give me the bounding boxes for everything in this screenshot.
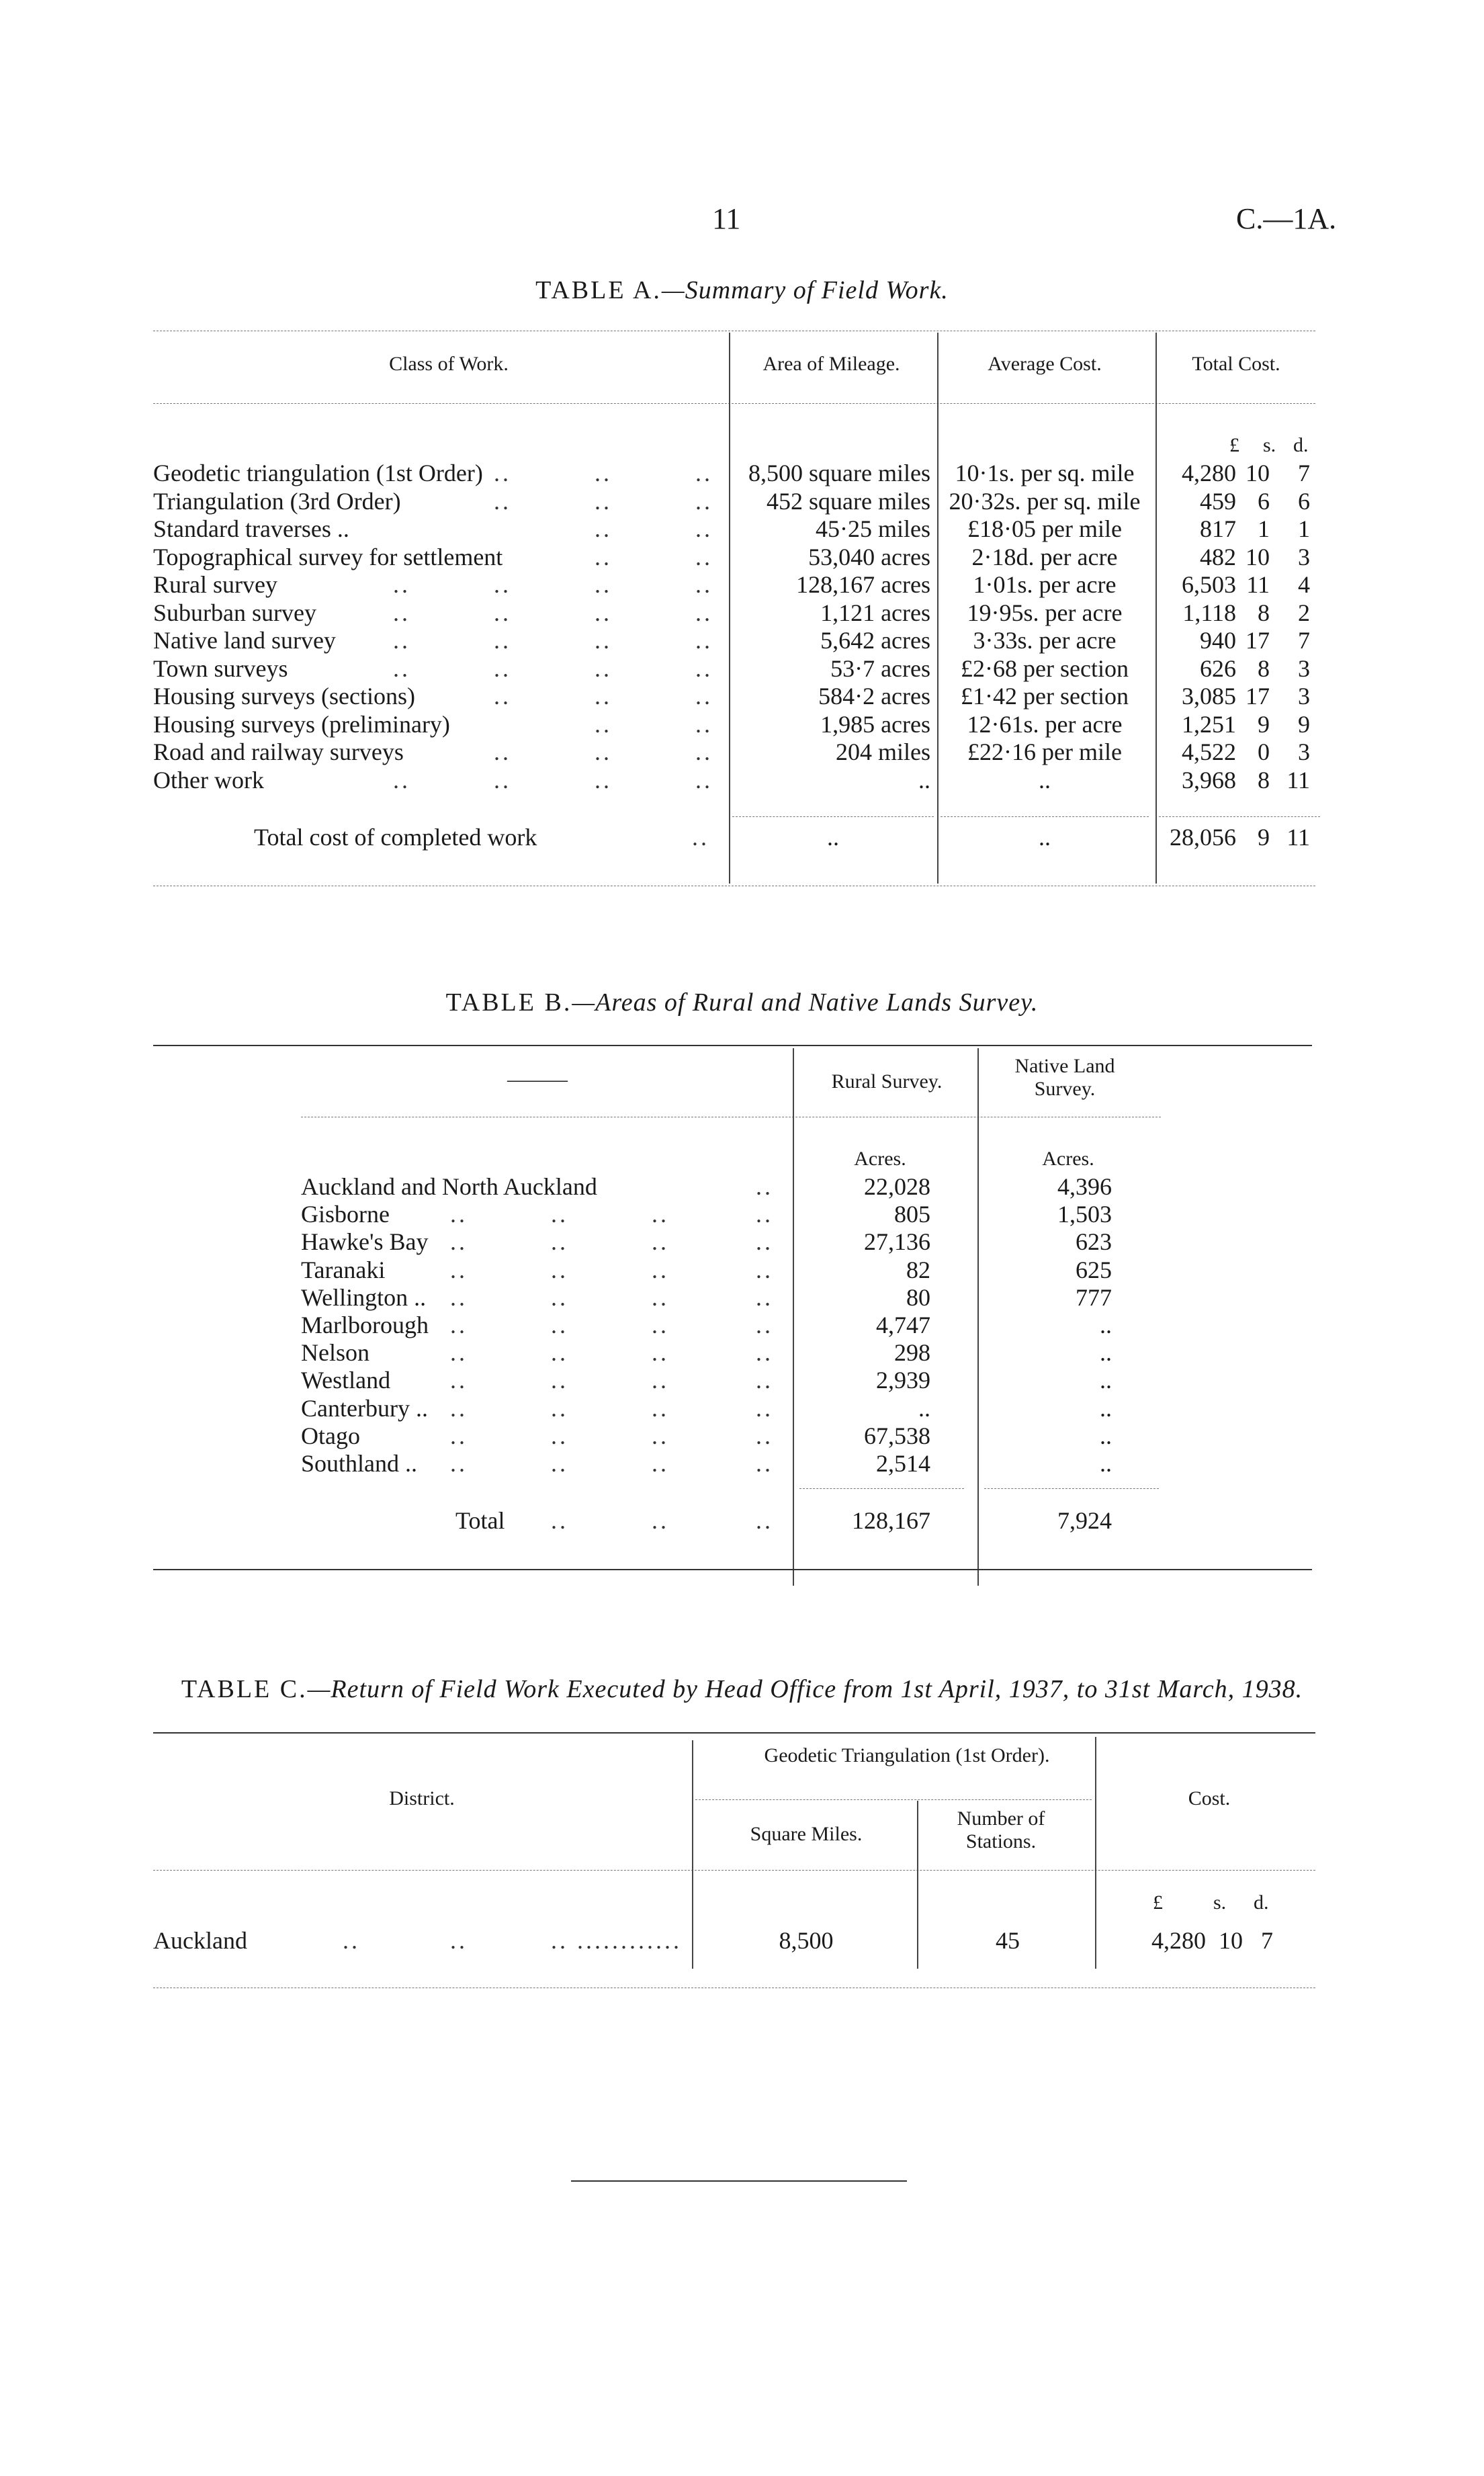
table-c-unit-shillings: s. — [1213, 1891, 1227, 1914]
table-a-pounds: 3,085 — [1182, 683, 1236, 710]
table-a-pounds: 626 — [1200, 654, 1236, 682]
table-b-native: .. — [1100, 1450, 1112, 1477]
table-a-avg: 1·01s. per acre — [973, 571, 1117, 598]
table-a-row: Native land survey 5,642 acres 3·33s. per acre 940 17 7 .. .. .. .. — [153, 627, 1310, 654]
table-b-header-native: Native Land Survey. — [1014, 1055, 1115, 1100]
table-b-native: .. — [1100, 1367, 1112, 1394]
table-c-header-stations: Number of Stations. — [957, 1807, 1045, 1852]
table-b-district: Taranaki — [301, 1256, 386, 1283]
table-a-row: Rural survey 128,167 acres 1·01s. per acre 6,503 11 4 .. .. .. .. — [153, 571, 1310, 598]
table-a-pence: 7 — [1298, 460, 1310, 486]
table-a-pounds: 6,503 — [1182, 571, 1236, 598]
table-a-avg: £2·68 per section — [961, 654, 1129, 682]
table-a-pence: 3 — [1298, 683, 1310, 710]
table-c-header-district: District. — [389, 1787, 455, 1809]
table-a-shillings: 8 — [1258, 654, 1270, 682]
table-a-pence: 4 — [1298, 571, 1310, 598]
table-a-shillings: 6 — [1258, 487, 1270, 515]
table-a-shillings: 8 — [1258, 766, 1270, 794]
table-a-total-pence: 11 — [1286, 824, 1310, 851]
table-a-label: TABLE A. — [535, 276, 662, 304]
report-code: C.—1A. — [1236, 202, 1337, 235]
table-a-total-label: Total cost of completed work — [254, 824, 537, 851]
table-b-native: 4,396 — [1057, 1173, 1112, 1200]
table-b-rural: 22,028 — [864, 1173, 930, 1200]
table-a-avg: £22·16 per mile — [967, 738, 1122, 765]
table-a-pence: 3 — [1298, 654, 1310, 682]
table-b-native: .. — [1100, 1422, 1112, 1449]
table-a-pounds: 940 — [1200, 627, 1236, 654]
table-c-square-miles: 8,500 — [779, 1927, 834, 1954]
table-a-class: Other work — [153, 766, 264, 794]
table-a-avg: £18·05 per mile — [967, 515, 1122, 542]
table-a-total-shillings: 9 — [1258, 824, 1270, 851]
table-a-class: Standard traverses .. — [153, 515, 349, 542]
table-b-district: Auckland and North Auckland — [301, 1173, 597, 1200]
table-b-rural: 4,747 — [876, 1312, 930, 1338]
table-c-header-square-miles: Square Miles. — [750, 1823, 863, 1845]
table-a-row: Other work .. .. 3,968 8 11 .. .. .. .. — [153, 766, 1310, 794]
table-a-header-class: Class of Work. — [389, 353, 509, 375]
table-a-caption — [0, 275, 1484, 305]
table-a-area: 204 miles — [836, 738, 930, 765]
table-b-row: Southland .. .. .. .. .. 2,514 .. — [301, 1450, 1112, 1477]
table-c-shillings: 10 — [1219, 1927, 1243, 1954]
table-b-rural: 2,514 — [876, 1450, 930, 1477]
table-a-header-avg: Average Cost. — [988, 353, 1102, 375]
table-b-native: .. — [1100, 1339, 1112, 1367]
table-b-row: Marlborough .. .. .. .. 4,747 .. — [301, 1312, 1112, 1338]
table-b-row: Auckland and North Auckland .. 22,028 4,396 — [301, 1173, 1112, 1200]
table-c-pounds: 4,280 — [1151, 1927, 1206, 1954]
table-a-unit-pounds: £ — [1229, 434, 1239, 456]
table-b-district: Southland .. — [301, 1450, 418, 1477]
table-b-row: Nelson .. .. .. .. 298 .. — [301, 1339, 1112, 1367]
table-a-total-area: .. — [827, 824, 839, 851]
table-a-total-avg: .. — [1039, 824, 1051, 851]
table-b-caption — [0, 988, 1484, 1017]
table-b-total-rural: 128,167 — [852, 1507, 930, 1534]
table-b-native: 777 — [1076, 1283, 1112, 1311]
table-a-class: Housing surveys (sections) — [153, 683, 415, 710]
table-a-class: Housing surveys (preliminary) — [153, 710, 450, 738]
table-c-header-group: Geodetic Triangulation (1st Order). — [764, 1744, 1050, 1766]
table-b-native: 1,503 — [1057, 1201, 1112, 1228]
table-a-pence: 6 — [1298, 487, 1310, 515]
table-b-district: Nelson — [301, 1339, 369, 1367]
table-a-avg: 10·1s. per sq. mile — [955, 460, 1135, 486]
table-a-shillings: 10 — [1246, 543, 1270, 570]
table-b-total-label: Total — [455, 1507, 505, 1534]
table-a-row: Geodetic triangulation (1st Order) 8,500 square miles 10·1s. per sq. mile 4,280 10 7 .. .. .. — [153, 460, 1310, 486]
table-b-native: 623 — [1076, 1228, 1112, 1256]
table-a-unit-shillings: s. — [1263, 434, 1276, 456]
table-a-area: 45·25 miles — [816, 515, 930, 542]
table-a-row: Town surveys 53·7 acres £2·68 per section 626 8 3 .. .. .. .. — [153, 654, 1310, 682]
table-b-rural: 805 — [894, 1201, 930, 1228]
table-b-rural: 27,136 — [864, 1228, 930, 1256]
table-a-class: Topographical survey for settlement — [153, 543, 503, 570]
table-a-row: Road and railway surveys 204 miles £22·16 per mile 4,522 0 3 .. .. .. — [153, 738, 1310, 765]
table-a-avg: £1·42 per section — [961, 683, 1129, 710]
table-a-pence: 2 — [1298, 599, 1310, 626]
table-b-title: —Areas of Rural and Native Lands Survey. — [572, 988, 1039, 1017]
table-a-pence: 9 — [1298, 710, 1310, 738]
table-b-district: Otago — [301, 1422, 360, 1449]
table-a-shillings: 17 — [1246, 683, 1270, 710]
table-b-header-district: ——— — [507, 1068, 568, 1091]
table-b-rural: 82 — [906, 1256, 930, 1283]
table-a-class: Road and railway surveys — [153, 738, 404, 765]
table-a-avg: .. — [1039, 766, 1051, 794]
table-a-unit-pence: d. — [1293, 434, 1309, 456]
table-b-district: Hawke's Bay — [301, 1228, 429, 1256]
table-a-pence: 1 — [1298, 515, 1310, 542]
table-a-area: 1,121 acres — [820, 599, 930, 626]
table-a-shillings: 17 — [1246, 627, 1270, 654]
table-b-district: Westland — [301, 1367, 391, 1394]
table-a-shillings: 10 — [1246, 460, 1270, 486]
table-a-row: Standard traverses .. 45·25 miles £18·05 per mile 817 1 1 .. .. — [153, 515, 1310, 542]
table-a-total-pounds: 28,056 — [1170, 824, 1236, 851]
table-b-header-rural: Rural Survey. — [831, 1070, 943, 1093]
table-a-avg: 20·32s. per sq. mile — [949, 487, 1141, 515]
table-b-district: Wellington .. — [301, 1283, 427, 1311]
table-a-class: Geodetic triangulation (1st Order) — [153, 460, 483, 486]
table-a-pounds: 4,522 — [1182, 738, 1236, 765]
table-a-pounds: 817 — [1200, 515, 1236, 542]
table-b-row: Gisborne .. .. .. .. 805 1,503 — [301, 1201, 1112, 1228]
table-b-rural: 80 — [906, 1283, 930, 1311]
table-b-district: Marlborough — [301, 1312, 429, 1338]
table-a-area: .. — [918, 766, 930, 794]
table-c-label: TABLE C. — [181, 1675, 308, 1703]
table-a-pence: 7 — [1298, 627, 1310, 654]
table-a-area: 1,985 acres — [820, 710, 930, 738]
table-b-district: Gisborne — [301, 1201, 390, 1228]
table-a-shillings: 1 — [1258, 515, 1270, 542]
table-a-class: Native land survey — [153, 627, 336, 654]
table-b-rural: 2,939 — [876, 1367, 930, 1394]
table-b-native: 625 — [1076, 1256, 1112, 1283]
table-c-unit-pounds: £ — [1153, 1891, 1163, 1914]
table-a-shillings: 0 — [1258, 738, 1270, 765]
table-a-row: Topographical survey for settlement 53,040 acres 2·18d. per acre 482 10 3 .. .. — [153, 543, 1310, 570]
table-a-shillings: 9 — [1258, 710, 1270, 738]
table-a-area: 8,500 square miles — [748, 460, 930, 486]
table-a-avg: 12·61s. per acre — [967, 710, 1123, 738]
table-b-total-row: Total .. .. .. 128,167 7,924 — [455, 1507, 1112, 1534]
table-a-header-total: Total Cost. — [1192, 353, 1280, 375]
table-a-pounds: 459 — [1200, 487, 1236, 515]
table-a-class: Town surveys — [153, 654, 288, 682]
table-a-area: 128,167 acres — [796, 571, 930, 598]
table-a-avg: 19·95s. per acre — [967, 599, 1123, 626]
table-a-area: 584·2 acres — [818, 683, 930, 710]
table-c-unit-pence: d. — [1254, 1891, 1269, 1914]
table-a-class: Rural survey — [153, 571, 277, 598]
table-b-unit-native: Acres. — [1042, 1148, 1094, 1170]
table-a-row: Triangulation (3rd Order) 452 square miles 20·32s. per sq. mile 459 6 6 .. .. .. — [153, 487, 1310, 515]
table-c-district: Auckland — [153, 1927, 247, 1954]
table-a-row: Housing surveys (preliminary) 1,985 acres 12·61s. per acre 1,251 9 9 .. .. — [153, 710, 1310, 738]
table-c-caption — [0, 1674, 1484, 1704]
table-a-shillings: 11 — [1246, 571, 1270, 598]
table-c-pence: 7 — [1261, 1927, 1273, 1954]
table-c-header-cost: Cost. — [1188, 1787, 1231, 1809]
table-b-row: Otago .. .. .. .. 67,538 .. — [301, 1422, 1112, 1449]
table-b-unit-rural: Acres. — [854, 1148, 906, 1170]
table-c-row: Auckland .. .. .. ............ 8,500 45 4,280 10 7 — [153, 1927, 1273, 1954]
table-b-total-native: 7,924 — [1057, 1507, 1112, 1534]
table-b-label: TABLE B. — [445, 988, 572, 1017]
table-a-pounds: 1,251 — [1182, 710, 1236, 738]
table-a-pence: 3 — [1298, 543, 1310, 570]
table-a-class: Triangulation (3rd Order) — [153, 487, 401, 515]
table-b-rural: .. — [918, 1394, 930, 1422]
table-b-row: Taranaki .. .. .. .. 82 625 — [301, 1256, 1112, 1283]
table-a-total-row: Total cost of completed work .. .. .. 28,056 9 11 — [254, 824, 1310, 851]
table-a-pounds: 482 — [1200, 543, 1236, 570]
table-a-avg: 2·18d. per acre — [971, 543, 1118, 570]
table-a-pence: 3 — [1298, 738, 1310, 765]
table-a-title: —Summary of Field Work. — [661, 276, 949, 304]
table-b-row: Canterbury .. .. .. .. .. .. .. — [301, 1394, 1112, 1422]
table-a-class: Suburban survey — [153, 599, 316, 626]
table-a-area: 53,040 acres — [808, 543, 930, 570]
table-b-native: .. — [1100, 1394, 1112, 1422]
table-b-row: Westland .. .. .. .. 2,939 .. — [301, 1367, 1112, 1394]
table-a-pounds: 1,118 — [1182, 599, 1236, 626]
table-b-district: Canterbury .. — [301, 1394, 428, 1422]
table-a-avg: 3·33s. per acre — [973, 627, 1117, 654]
table-b-rural: 67,538 — [864, 1422, 930, 1449]
table-b-row: Wellington .. .. .. .. .. 80 777 — [301, 1283, 1112, 1311]
table-a-area: 452 square miles — [767, 487, 930, 515]
table-a-area: 53·7 acres — [830, 654, 930, 682]
table-a-shillings: 8 — [1258, 599, 1270, 626]
table-a-area: 5,642 acres — [820, 627, 930, 654]
table-a-pounds: 4,280 — [1182, 460, 1236, 486]
table-a-row: Suburban survey 1,121 acres 19·95s. per acre 1,118 8 2 .. .. .. .. — [153, 599, 1310, 626]
table-b-native: .. — [1100, 1312, 1112, 1338]
table-a-pence: 11 — [1286, 766, 1310, 794]
table-a-pounds: 3,968 — [1182, 766, 1236, 794]
page-number: 11 — [712, 202, 741, 235]
table-a-header-area: Area of Mileage. — [762, 353, 900, 375]
table-b-row: Hawke's Bay .. .. .. .. 27,136 623 — [301, 1228, 1112, 1256]
table-a-row: Housing surveys (sections) 584·2 acres £1·42 per section 3,085 17 3 .. .. .. — [153, 683, 1310, 710]
table-c-title: —Return of Field Work Executed by Head Office from 1st April, 1937, to 31st March, 1938. — [307, 1675, 1303, 1703]
table-c-stations: 45 — [996, 1927, 1020, 1954]
table-b-rural: 298 — [894, 1339, 930, 1367]
